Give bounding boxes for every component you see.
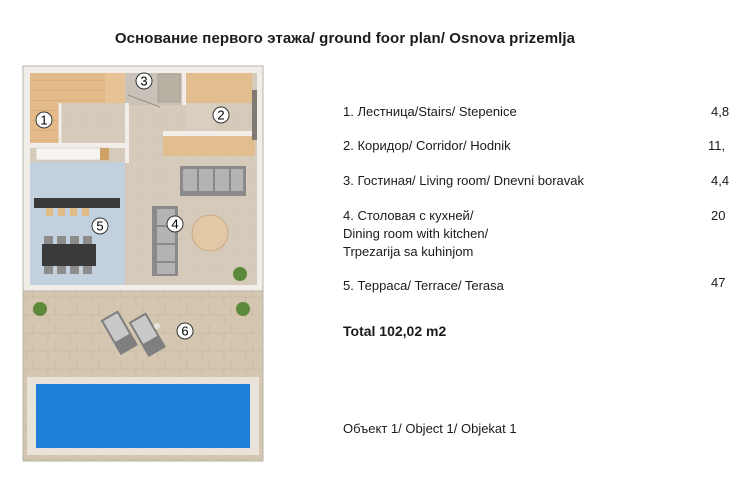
plant [233,267,247,281]
corridor-cabinet [186,73,252,103]
pool [36,384,250,448]
legend-area-stairs: 4,8 [711,104,729,119]
room-number-1: 1 [40,112,48,128]
legend-item-stairs: 1. Лестница/Stairs/ Stepenice [343,104,517,119]
kitchen-island [34,198,120,208]
legend-item-living-room: 3. Гостиная/ Living room/ Dnevni boravak [343,173,584,188]
legend-area-living-room: 4,4 [711,173,729,188]
total-area: Total 102,02 m2 [343,323,447,339]
round-rug [192,215,228,251]
legend-area-dining: 20 [711,208,726,223]
page-title: Основание первого этажа/ ground foor plan/ Osnova prizemlja [114,30,576,47]
room-number-2: 2 [217,107,225,123]
legend-area-terrace: 47 [711,275,726,290]
legend-item-corridor: 2. Коридор/ Corridor/ Hodnik [343,138,511,153]
legend-area-corridor: 11, [708,138,726,153]
room-number-3: 3 [140,73,148,89]
stairs [30,73,60,143]
legend-item-dining-line-3: Trpezarija sa kuhinjom [343,244,474,259]
legend-item-dining-line-1: 4. Столовая с кухней/ [343,208,474,223]
legend-item-dining-line-2: Dining room with kitchen/ [343,226,489,241]
room-number-6: 6 [181,323,189,339]
legend-item-terrace: 5. Терраса/ Terrace/ Terasa [343,278,504,293]
dining-table [42,244,96,266]
object-label: Объект 1/ Object 1/ Objekat 1 [343,421,517,436]
room-number-4: 4 [171,216,179,232]
room-number-5: 5 [96,218,104,234]
